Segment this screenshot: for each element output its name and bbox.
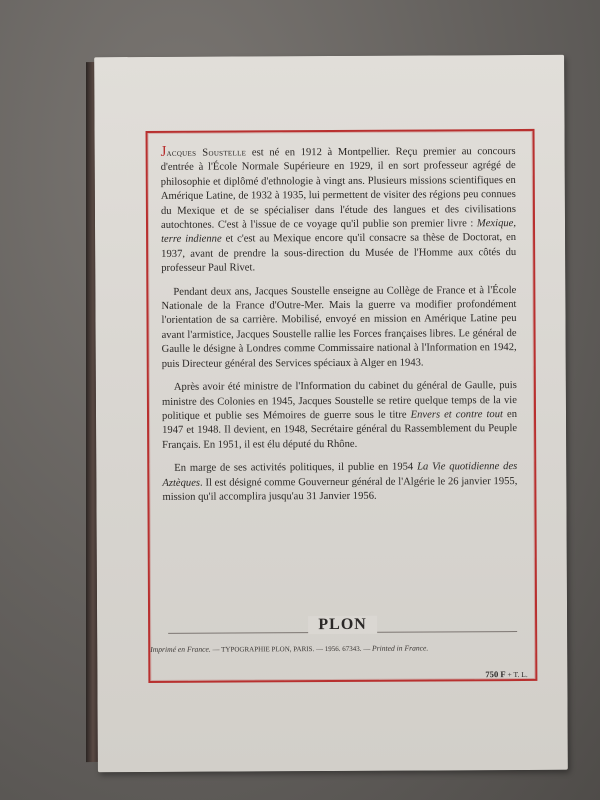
biography-paragraph-1 xyxy=(161,143,517,277)
author-name: acques Soustelle xyxy=(166,147,247,159)
paragraph-text: En marge de ses activités politiques, il publie en 1954 xyxy=(174,461,418,474)
imprint-made-in: Imprimé en France. xyxy=(150,644,211,654)
paragraph-text-end: et c'est au Mexique encore qu'il consacre sa thèse de Doctorat, en 1937, avant de prendre la sous-direction du Musée de l'Homme aux côtés du professeur Paul Rivet. xyxy=(161,232,517,275)
paragraph-text-end: . Il est désigné comme Gouverneur général de l'Algérie le 26 janvier 1955, mission qu'il accomplira jusqu'au 31 Janvier 1956. xyxy=(162,475,518,503)
book-back-cover xyxy=(94,55,568,772)
biography-paragraph-3 xyxy=(162,379,517,453)
paragraph-text: est né en 1912 à Montpellier. Reçu premier au concours d'entrée à l'École Normale Supérieure en 1929, il en sort professeur agrégé de philosophie et diplômé d'ethnologie à vingt ans. Plusieurs missions scientifiques en Amérique Latine, de 1932 à 1935, lui permettent de visiter des régions peu connues du Mexique et de se spécialiser dans l'étude des langues et des civilisations autochtones. C'est à l'issue de ce voyage qu'il publie son premier livre : xyxy=(160,146,516,231)
publisher-block xyxy=(148,615,537,635)
price-amount: 750 F xyxy=(485,669,506,680)
biography-text xyxy=(161,143,518,514)
biography-paragraph-2: Pendant deux ans, Jacques Soustelle enseigne au Collège de France et à l'École Nationale de la France d'Outre-Mer. Mais la guerre va modifier profondément l'orientation de sa carrière. Mobilisé, envoyé en mission en Amérique Latine peu avant l'armistice, Jacques Soustelle rallie les Forces françaises libres. Le général de Gaulle le désigne à Londres comme Commissaire national à l'Information en 1942, puis Directeur général des Services spéciaux à Alger en 1943. xyxy=(161,284,517,370)
book-title-mexique: Mexique, terre indienne xyxy=(161,218,517,246)
imprint-printed-in: Printed in France. xyxy=(371,643,429,653)
dropcap-letter: J xyxy=(160,143,167,160)
imprint-typography: — TYPOGRAPHIE PLON, PARIS. — 1956. 67343. — xyxy=(210,644,373,654)
biography-paragraph-4 xyxy=(162,460,517,505)
paragraph-text-end: en 1947 et 1948. Il devient, en 1948, Secrétaire général du Rassemblement du Peuple Français. En 1951, il est élu député du Rhône. xyxy=(162,408,518,451)
book-title-envers: Envers et contre tout xyxy=(410,409,503,421)
publisher-name: PLON xyxy=(308,616,377,634)
price-tax: + T. L. xyxy=(507,669,528,680)
paragraph-text: Après avoir été ministre de l'Information du cabinet du général de Gaulle, puis ministre des Colonies en 1945, Jacques Soustelle se retire quelque temps de la vie politique et publie ses Mémoires de guerre sous le titre xyxy=(161,380,517,422)
price-label xyxy=(485,669,527,679)
book-title-aztecs: La Vie quotidienne des Aztèques xyxy=(162,461,518,489)
